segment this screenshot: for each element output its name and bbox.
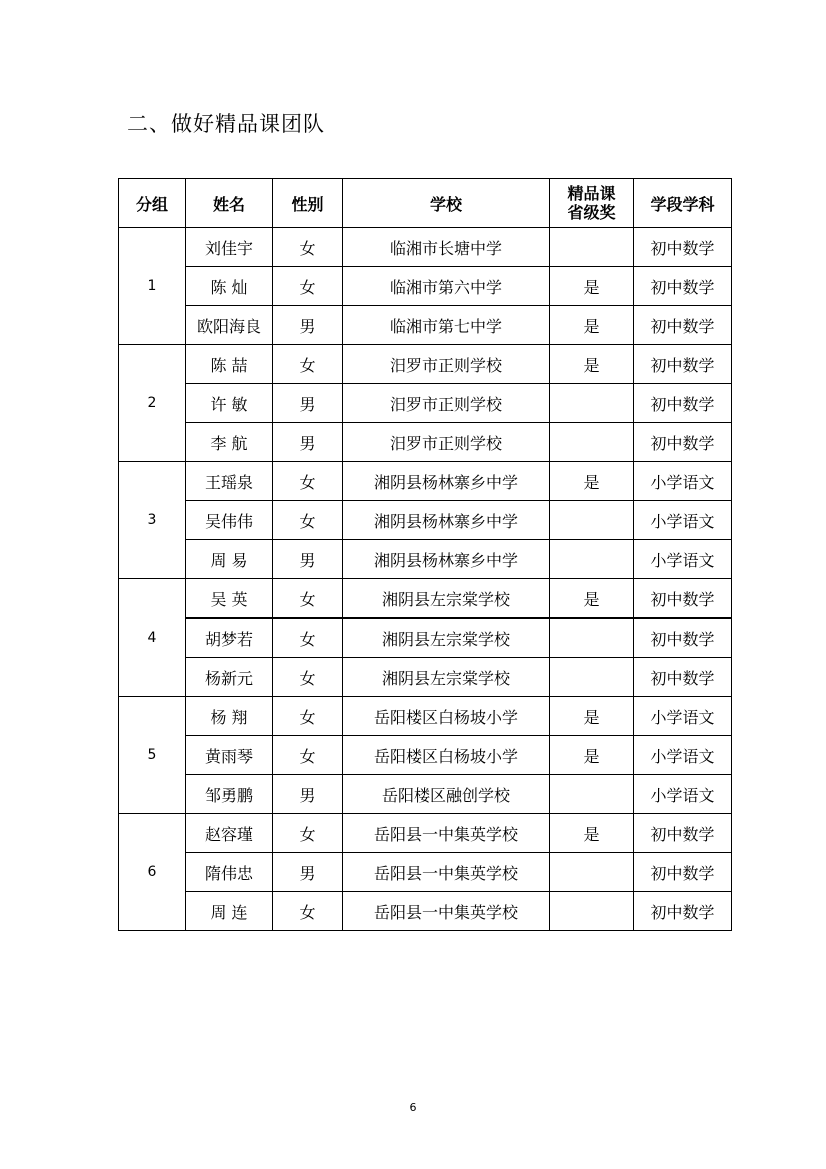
gender-cell: 男 [273, 540, 343, 579]
subject-cell: 初中数学 [634, 423, 732, 462]
school-cell: 汨罗市正则学校 [343, 345, 550, 384]
name-cell: 周 连 [186, 892, 273, 931]
subject-cell: 小学语文 [634, 501, 732, 540]
subject-cell: 初中数学 [634, 228, 732, 267]
name-cell: 刘佳宇 [186, 228, 273, 267]
gender-cell: 女 [273, 814, 343, 853]
name-cell: 欧阳海良 [186, 306, 273, 345]
table-row [119, 462, 732, 501]
group-number-cell: 6 [119, 814, 186, 931]
group-number-cell: 2 [119, 345, 186, 462]
table-row [119, 814, 732, 853]
table-row [119, 618, 732, 658]
school-cell: 湘阴县左宗棠学校 [343, 618, 550, 658]
header-group: 分组 [119, 179, 186, 228]
gender-cell: 女 [273, 697, 343, 736]
gender-cell: 女 [273, 462, 343, 501]
award-cell: 是 [550, 814, 634, 853]
school-cell: 岳阳县一中集英学校 [343, 892, 550, 931]
subject-cell: 初中数学 [634, 814, 732, 853]
gender-cell: 女 [273, 228, 343, 267]
school-cell: 汨罗市正则学校 [343, 384, 550, 423]
subject-cell: 初中数学 [634, 853, 732, 892]
award-cell: 是 [550, 267, 634, 306]
name-cell: 陈 灿 [186, 267, 273, 306]
school-cell: 岳阳县一中集英学校 [343, 814, 550, 853]
table-row [119, 345, 732, 384]
gender-cell: 女 [273, 658, 343, 697]
name-cell: 邹勇鹏 [186, 775, 273, 814]
award-cell [550, 501, 634, 540]
gender-cell: 男 [273, 853, 343, 892]
award-cell: 是 [550, 697, 634, 736]
award-cell: 是 [550, 345, 634, 384]
school-cell: 岳阳楼区白杨坡小学 [343, 736, 550, 775]
award-cell [550, 540, 634, 579]
group-number-cell: 4 [119, 579, 186, 697]
table-row [119, 658, 732, 697]
gender-cell: 女 [273, 267, 343, 306]
header-gender: 性别 [273, 179, 343, 228]
name-cell: 杨 翔 [186, 697, 273, 736]
gender-cell: 男 [273, 306, 343, 345]
table-body [119, 228, 732, 931]
table-row [119, 306, 732, 345]
gender-cell: 女 [273, 345, 343, 384]
school-cell: 湘阴县杨林寨乡中学 [343, 462, 550, 501]
table-row [119, 736, 732, 775]
name-cell: 周 易 [186, 540, 273, 579]
award-cell [550, 775, 634, 814]
gender-cell: 男 [273, 775, 343, 814]
subject-cell: 初中数学 [634, 892, 732, 931]
award-cell [550, 384, 634, 423]
subject-cell: 初中数学 [634, 579, 732, 619]
header-school: 学校 [343, 179, 550, 228]
name-cell: 杨新元 [186, 658, 273, 697]
award-cell: 是 [550, 579, 634, 619]
table-header-row [119, 179, 732, 228]
name-cell: 胡梦若 [186, 618, 273, 658]
table-row [119, 384, 732, 423]
table-row [119, 267, 732, 306]
subject-cell: 初中数学 [634, 658, 732, 697]
page-title: 二、做好精品课团队 [127, 112, 325, 136]
page-number: 6 [409, 1101, 417, 1114]
subject-cell: 初中数学 [634, 345, 732, 384]
award-cell: 是 [550, 462, 634, 501]
subject-cell: 初中数学 [634, 306, 732, 345]
subject-cell: 初中数学 [634, 618, 732, 658]
table-row [119, 697, 732, 736]
table-row [119, 775, 732, 814]
name-cell: 赵容瑾 [186, 814, 273, 853]
award-cell [550, 423, 634, 462]
header-subject: 学段学科 [634, 179, 732, 228]
gender-cell: 女 [273, 579, 343, 619]
name-cell: 吴 英 [186, 579, 273, 619]
school-cell: 湘阴县左宗棠学校 [343, 658, 550, 697]
table-row [119, 540, 732, 579]
name-cell: 李 航 [186, 423, 273, 462]
gender-cell: 女 [273, 501, 343, 540]
subject-cell: 小学语文 [634, 775, 732, 814]
award-cell [550, 892, 634, 931]
gender-cell: 女 [273, 892, 343, 931]
header-award-line2: 省级奖 [567, 203, 616, 222]
group-number-cell: 3 [119, 462, 186, 579]
gender-cell: 男 [273, 423, 343, 462]
school-cell: 汨罗市正则学校 [343, 423, 550, 462]
school-cell: 岳阳县一中集英学校 [343, 853, 550, 892]
name-cell: 吴伟伟 [186, 501, 273, 540]
school-cell: 临湘市第七中学 [343, 306, 550, 345]
table-row [119, 501, 732, 540]
subject-cell: 小学语文 [634, 462, 732, 501]
group-number-cell: 1 [119, 228, 186, 345]
table-row [119, 228, 732, 267]
subject-cell: 小学语文 [634, 697, 732, 736]
school-cell: 岳阳楼区融创学校 [343, 775, 550, 814]
table-row [119, 423, 732, 462]
school-cell: 湘阴县杨林寨乡中学 [343, 540, 550, 579]
name-cell: 隋伟忠 [186, 853, 273, 892]
header-award-line1: 精品课 [567, 184, 616, 203]
award-cell [550, 853, 634, 892]
subject-cell: 小学语文 [634, 540, 732, 579]
award-cell: 是 [550, 306, 634, 345]
table-row [119, 853, 732, 892]
subject-cell: 初中数学 [634, 384, 732, 423]
school-cell: 临湘市第六中学 [343, 267, 550, 306]
school-cell: 临湘市长塘中学 [343, 228, 550, 267]
header-name: 姓名 [186, 179, 273, 228]
name-cell: 王瑶泉 [186, 462, 273, 501]
header-award [550, 179, 634, 228]
name-cell: 许 敏 [186, 384, 273, 423]
subject-cell: 初中数学 [634, 267, 732, 306]
school-cell: 湘阴县左宗棠学校 [343, 579, 550, 619]
award-cell [550, 658, 634, 697]
group-number-cell: 5 [119, 697, 186, 814]
school-cell: 岳阳楼区白杨坡小学 [343, 697, 550, 736]
table-row [119, 579, 732, 619]
team-roster-table [118, 178, 732, 931]
award-cell: 是 [550, 736, 634, 775]
gender-cell: 女 [273, 618, 343, 658]
name-cell: 黄雨琴 [186, 736, 273, 775]
table-row [119, 892, 732, 931]
subject-cell: 小学语文 [634, 736, 732, 775]
school-cell: 湘阴县杨林寨乡中学 [343, 501, 550, 540]
name-cell: 陈 喆 [186, 345, 273, 384]
award-cell [550, 618, 634, 658]
gender-cell: 男 [273, 384, 343, 423]
award-cell [550, 228, 634, 267]
gender-cell: 女 [273, 736, 343, 775]
